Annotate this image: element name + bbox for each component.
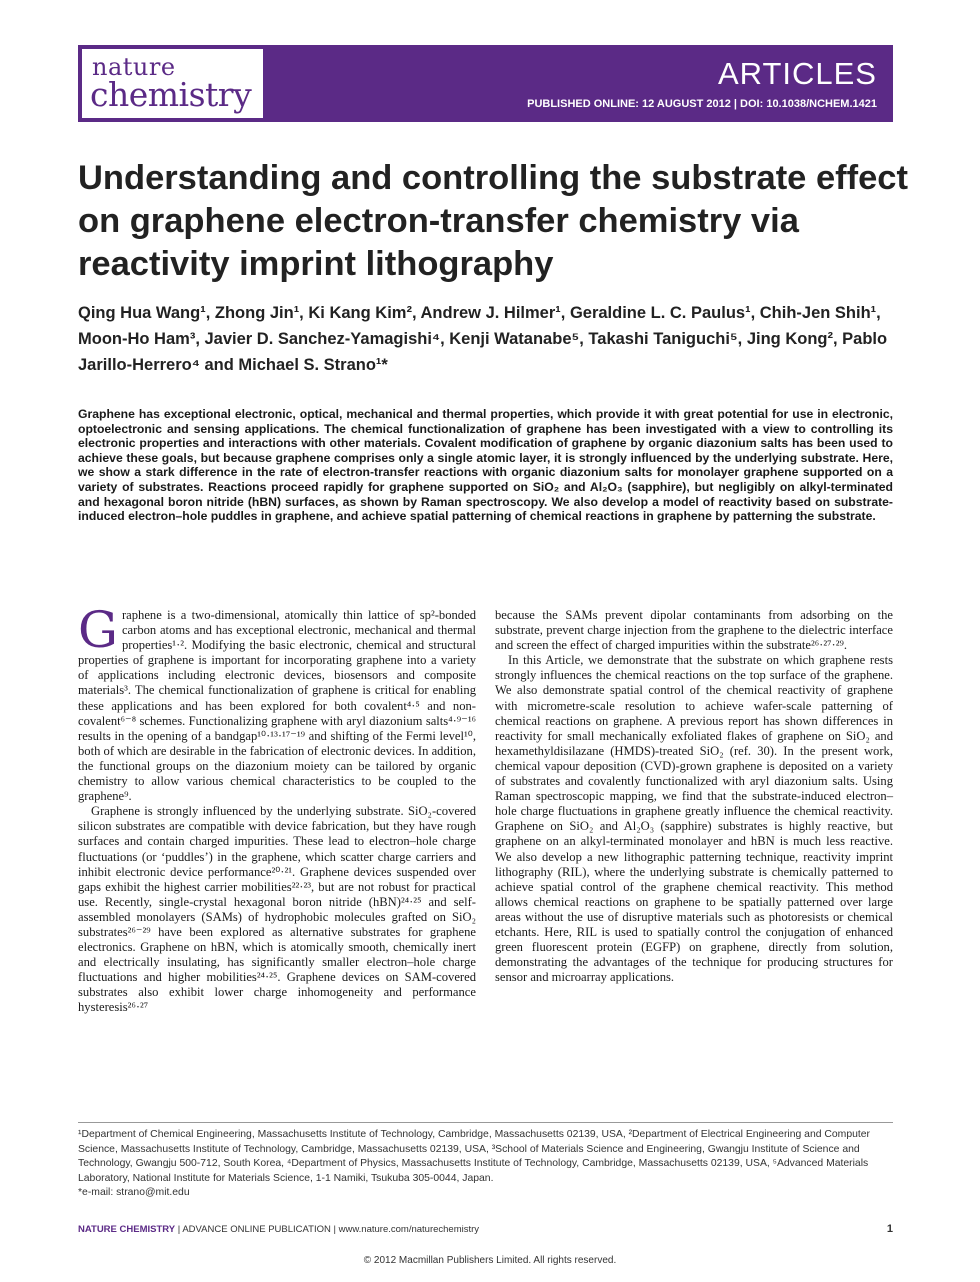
body-text: raphene is a two-dimensional, atomically thin lattice of sp²-bonded carbon atoms and has exceptional electronic, mechanical and thermal properties¹·². Modifying the basic electronic, chemical and structural properties of graphene is important for incorporating graphene into a variety of applications including electronic devices, biosensors and composite materials³. The chemical functionalization of graphene is critical for enabling these applications and has been explored for both covalent⁴·⁵ and non-covalent⁶⁻⁸ schemes. Functionalizing graphene with aryl diazonium salts⁴·⁹⁻¹⁶ results in the opening of a bandgap¹⁰·¹³·¹⁷⁻¹⁹ and shifting of the Fermi level¹⁰, both of which are desirable in the fabrication of electronic devices. In addition, the functional groups on the diazonium moiety can be tailored by organic chemistry to allow various chemical characteristics to be coupled to the graphene⁹.: [78, 608, 476, 804]
author-list: Qing Hua Wang¹, Zhong Jin¹, Ki Kang Kim², Andrew J. Hilmer¹, Geraldine L. C. Paulus¹, Chih-Jen Shih¹, Moon-Ho Ham³, Javier D. Sanchez-Yamagishi⁴, Kenji Watanabe⁵, Takashi Taniguchi⁵, Jing Kong², Pablo Jarillo-Herrero⁴ and Michael S. Strano¹*: [78, 304, 888, 374]
body-paragraph: Graphene is strongly influenced by the underlying substrate. SiO₂-covered silicon substrates are compatible with device fabrication, but they have rough surfaces and contain charged impurities. These lead to electron–hole charge fluctuations (or ‘puddles’) in the graphene, which scatter charge carriers and inhibit electronic device performance²⁰·²¹. Graphene devices suspended over gaps exhibit the highest carrier mobilities²²·²³, but are not robust for practical use. Recently, single-crystal hexagonal boron nitride (hBN)²⁴·²⁵ and self-assembled monolayers (SAMs) of hydrophobic molecules grafted on SiO₂ substrates²⁶⁻²⁹ have been explored as alternative substrates for graphene electronics. Graphene on hBN, which is atomically smooth, chemically inert and electrically insulating, has significantly smaller electron–hole charge fluctuations and higher mobilities²⁴·²⁵. Graphene devices on SAM-covered substrates also exhibit lower charge inhomogeneity and performance hysteresis²⁶·²⁷: [78, 804, 476, 1015]
drop-cap: G: [78, 601, 118, 659]
body-paragraph: [78, 601, 476, 804]
body-column-left: [78, 601, 476, 1016]
journal-logo: [81, 48, 264, 119]
body-column-right: [495, 608, 893, 985]
publication-info: PUBLISHED ONLINE: 12 AUGUST 2012 | DOI: 10.1038/NCHEM.1421: [527, 98, 877, 110]
page-number: 1: [886, 1223, 893, 1235]
affiliations: [78, 1128, 893, 1201]
body-paragraph: In this Article, we demonstrate that the substrate on which graphene rests strongly influences the chemical reactions on the top surface of the graphene. We also demonstrate spatial control of the chemical reactivity of graphene with micrometre-scale resolution to achieve wafer-scale patterning of chemical reactions on graphene. A previous report has shown differences in reactivity for small mechanically exfoliated flakes of graphene on SiO₂ and hexamethyldisilazane (HMDS)-treated SiO₂ (ref. 30). In the present work, chemical vapour deposition (CVD)-grown graphene is deposited on a variety of substrates and covalently functionalized with aryl diazonium salts. Using Raman spectroscopic mapping, we find that the substrate-induced electron–hole charge fluctuations in graphene greatly influence the chemical reactivity. Graphene on SiO₂ and Al₂O₃ (sapphire) substrates is highly reactive, but graphene on an alkyl-terminated monolayer and hBN is much less reactive. We also develop a new lithographic patterning technique, reactivity imprint lithography (RIL), where the underlying substrate is chemically patterned to achieve spatial control of the graphene chemical reactivity. This method allows chemical reactions on graphene to be spatially patterned over large areas without the use of disruptive materials such as photoresists or chemical etchants. Here, RIL is used to spatially control the conjugation of enhanced green fluorescent protein (EGFP) on graphene, directly from solution, demonstrating the advantages of the technique for producing structures for sensor and microarray applications.: [495, 653, 893, 985]
corresponding-email: *e-mail: strano@mit.edu: [78, 1187, 190, 1199]
copyright-notice: © 2012 Macmillan Publishers Limited. All rights reserved.: [363, 1255, 617, 1266]
footer-journal: NATURE CHEMISTRY: [78, 1224, 176, 1235]
abstract: Graphene has exceptional electronic, optical, mechanical and thermal properties, which provide it with great potential for use in electronic, optoelectronic and sensing applications. The chemical functionalization of graphene has been investigated with a view to controlling its electronic properties and interactions with other materials. Covalent modification of graphene by organic diazonium salts has been used to achieve these goals, but because graphene comprises only a single atomic layer, it is strongly influenced by the underlying substrate. Here, we show a stark difference in the rate of electron-transfer reactions with organic diazonium salts for monolayer graphene supported on a variety of substrates. Reactions proceed rapidly for graphene supported on SiO₂ and Al₂O₃ (sapphire), but negligibly on alkyl-terminated and hexagonal boron nitride (hBN) surfaces, as shown by Raman spectroscopy. We also develop a model of reactivity based on substrate-induced electron–hole puddles in graphene, and achieve spatial patterning of chemical reactions in graphene by patterning the substrate.: [78, 407, 893, 524]
section-label: ARTICLES: [717, 56, 877, 91]
affiliation-text: ¹Department of Chemical Engineering, Massachusetts Institute of Technology, Cambridge, Massachusetts 02139, USA, ²Department of Electrical Engineering and Computer Science, Massachusetts Institute of Technology, Cambridge, Massachusetts 02139, USA, ³School of Materials Science and Engineering, Gwangju Institute of Science and Technology, Gwangju 500-712, South Korea, ⁴Department of Physics, Massachusetts Institute of Technology, Cambridge, Massachusetts 02139, USA, ⁵Advanced Materials Laboratory, National Institute for Materials Science, 1-1 Namiki, Tsukuba 305-0044, Japan.: [78, 1129, 871, 1184]
page-footer: [78, 1224, 893, 1235]
body-paragraph: because the SAMs prevent dipolar contaminants from adsorbing on the substrate, prevent charge injection from the graphene to the dielectric interface and screen the effect of charged impurities within the substrate²⁶·²⁷·²⁹.: [495, 608, 893, 653]
logo-line-nature: nature: [92, 53, 176, 81]
article-title: Understanding and controlling the substrate effect on graphene electron-transfer chemistry via reactivity imprint lithography: [78, 159, 908, 283]
footer-text: | ADVANCE ONLINE PUBLICATION | www.nature.com/naturechemistry: [175, 1224, 480, 1235]
footnote-divider: [78, 1122, 893, 1123]
logo-line-chemistry: chemistry: [90, 75, 252, 114]
